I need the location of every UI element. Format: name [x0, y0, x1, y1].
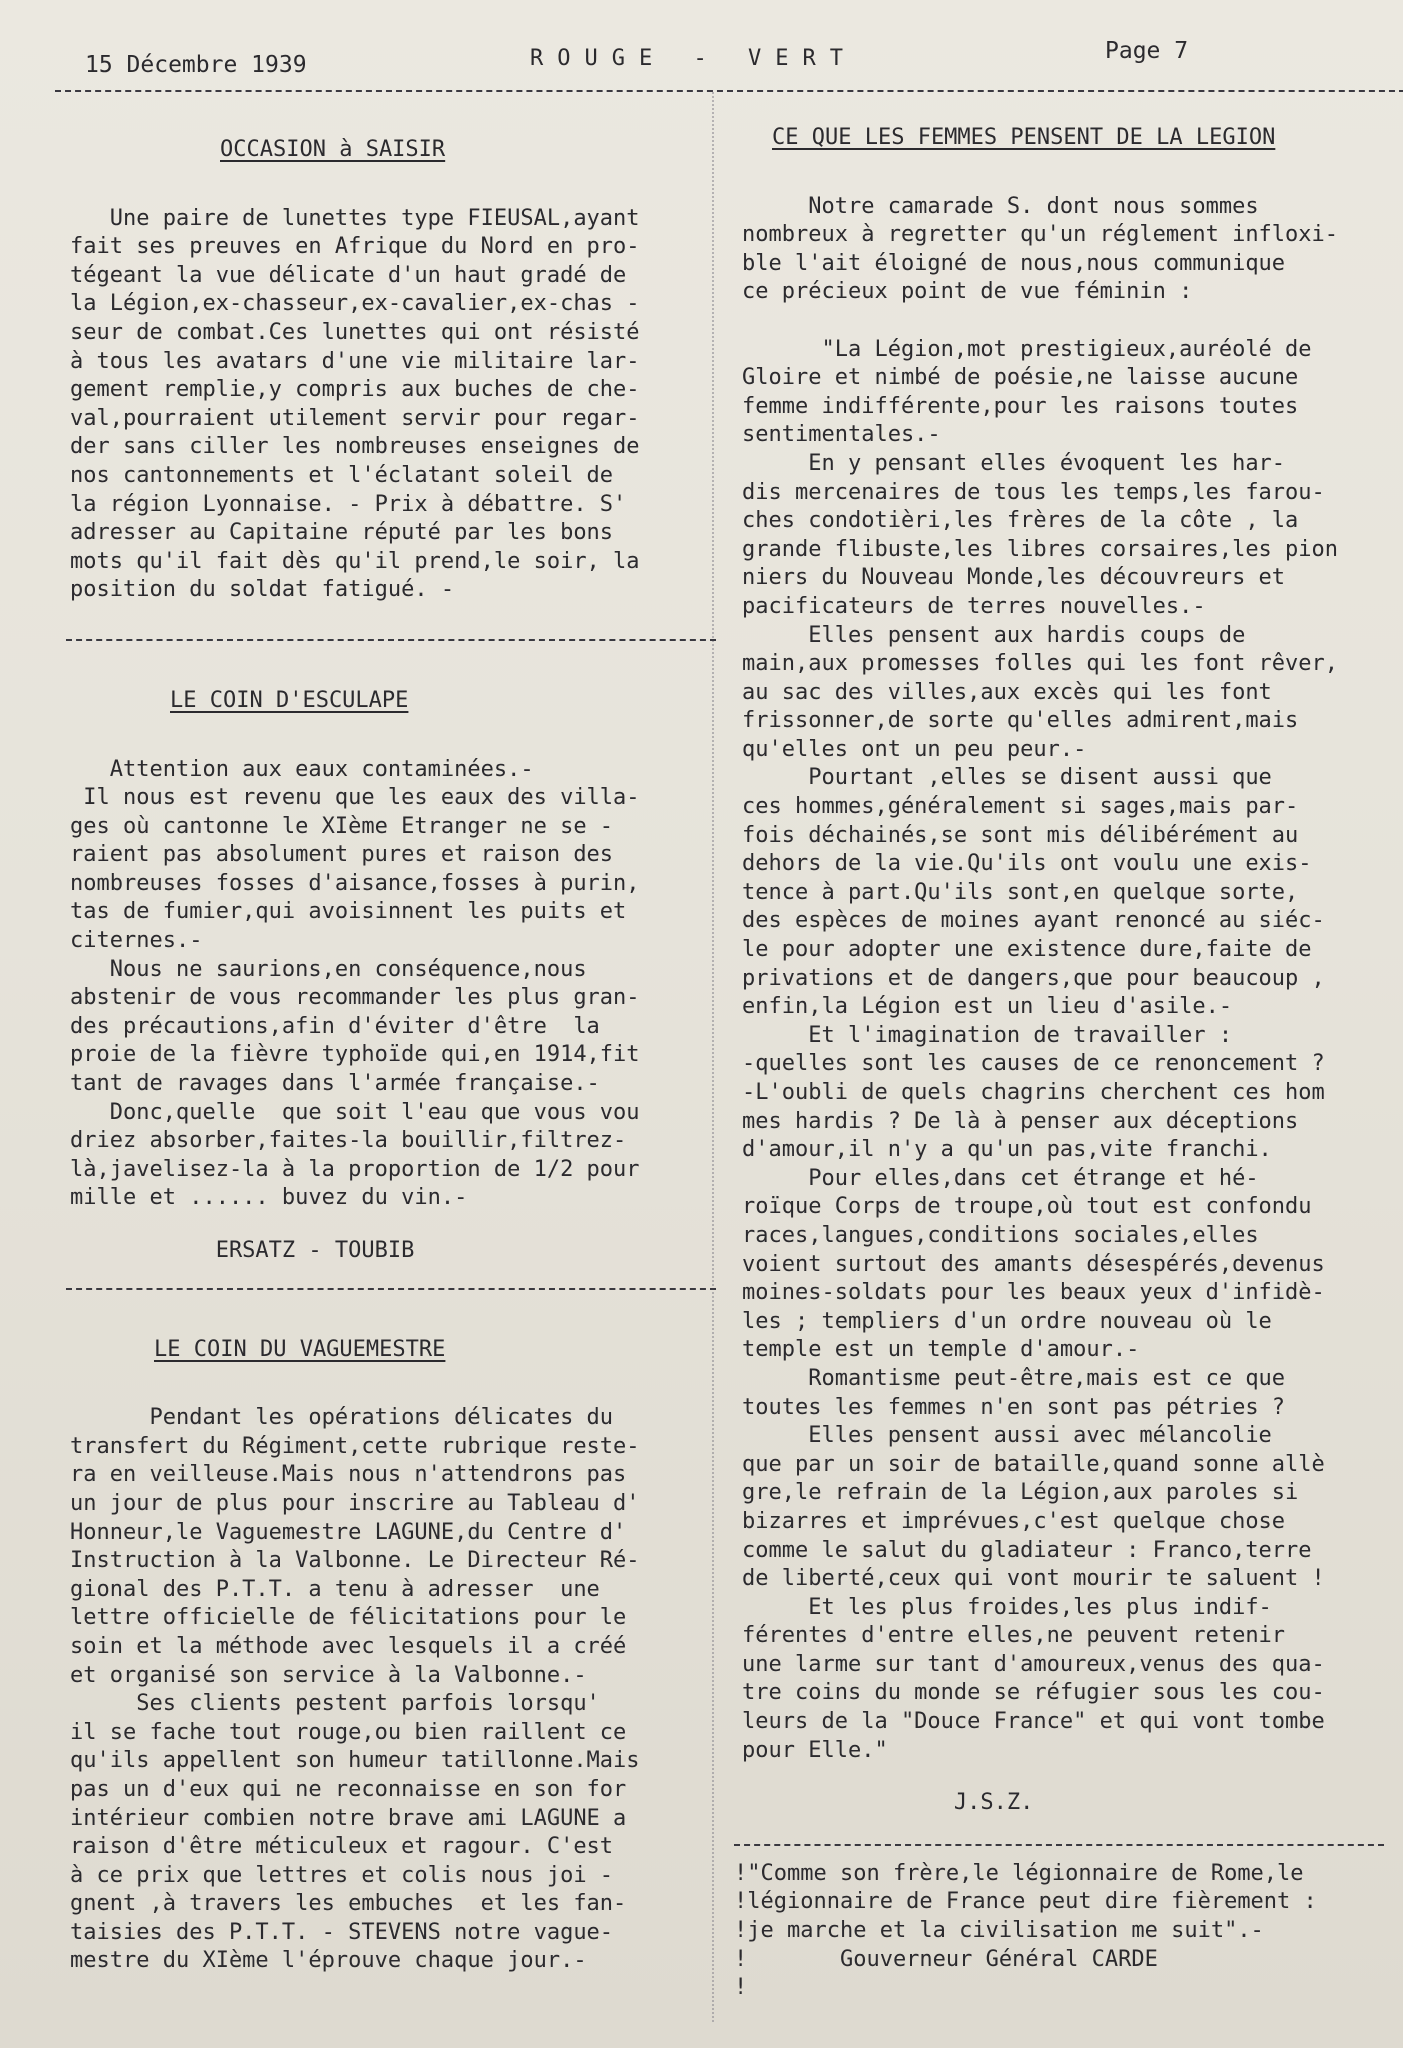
text-line: ra en veilleuse.Mais nous n'attendrons pas [70, 1462, 627, 1488]
text-line: voient surtout des amants désespérés,devenus [742, 1251, 1325, 1277]
text-line: Une paire de lunettes type FIEUSAL,ayant [70, 205, 640, 231]
text-line: Notre camarade S. dont nous sommes [742, 193, 1259, 219]
text-line: ! [734, 1975, 748, 2001]
column-divider [712, 92, 714, 2022]
text-line: à ce prix que lettres et colis nous joi - [70, 1862, 614, 1888]
text-line: moines-soldats pour les beaux yeux d'infidè- [742, 1280, 1325, 1306]
text-line: Instruction à la Valbonne. Le Directeur Ré- [70, 1548, 640, 1574]
text-line: roïque Corps de troupe,où tout est confondu [742, 1194, 1312, 1220]
text-line: pacificateurs de terres nouvelles.- [742, 593, 1206, 619]
article-body [70, 756, 710, 1214]
text-line: Pendant les opérations délicates du [70, 1405, 614, 1431]
left-column [70, 136, 710, 1976]
text-line: mille et ...... buvez du vin.- [70, 1185, 468, 1211]
section-separator [66, 639, 716, 641]
text-line: à tous les avatars d'une vie militaire lar- [70, 348, 640, 374]
text-line: lettre officielle de félicitations pour le [70, 1605, 627, 1631]
text-line: privations et de dangers,que pour beaucoup , [742, 965, 1325, 991]
text-line: Et l'imagination de travailler : [742, 1022, 1233, 1048]
text-line: niers du Nouveau Monde,les découvreurs et [742, 565, 1286, 591]
article-title: LE COIN DU VAGUEMESTRE [154, 1336, 446, 1362]
text-line: Et les plus froides,les plus indif- [742, 1594, 1272, 1620]
text-line: un jour de plus pour inscrire au Tableau d' [70, 1490, 640, 1516]
text-line: pas un d'eux qui ne reconnaisse en son for [70, 1776, 627, 1802]
text-line: enfin,la Légion est un lieu d'asile.- [742, 994, 1233, 1020]
text-line: au sac des villes,aux excès qui les font [742, 679, 1272, 705]
text-line: bizarres et imprévues,c'est quelque chose [742, 1508, 1286, 1534]
text-line: ! Gouverneur Général CARDE [734, 1946, 1158, 1972]
text-line: sentimentales.- [742, 422, 941, 448]
text-line: nombreuses fosses d'aisance,fosses à purin, [70, 870, 640, 896]
text-line: ble l'ait éloigné de nous,nous communique [742, 250, 1286, 276]
text-line: gional des P.T.T. a tenu à adresser une [70, 1576, 600, 1602]
article-body [742, 193, 1398, 1766]
text-line: -L'oubli de quels chagrins cherchent ces hom [742, 1080, 1325, 1105]
text-line: pour Elle." [742, 1737, 888, 1763]
quote-rule-top [734, 1844, 1384, 1846]
text-line: frissonner,de sorte qu'elles admirent,mais [742, 708, 1299, 734]
text-line: En y pensant elles évoquent les har- [742, 450, 1286, 476]
article-occasion [70, 136, 710, 605]
text-line: des précautions,afin d'éviter d'être la [70, 1013, 600, 1039]
text-line: transfert du Régiment,cette rubrique reste- [70, 1433, 640, 1459]
text-line: fois déchainés,se sont mis délibérément au [742, 822, 1299, 848]
text-line: Romantisme peut-être,mais est ce que [742, 1365, 1286, 1391]
text-line: et organisé son service à la Valbonne.- [70, 1662, 587, 1688]
article-signature: J.S.Z. [742, 1790, 1034, 1816]
article-femmes [742, 124, 1398, 1818]
text-line: !"Comme son frère,le légionnaire de Rome,le [734, 1860, 1304, 1886]
text-line: Il nous est revenu que les eaux des villa- [70, 785, 640, 811]
text-line: une larme sur tant d'amoureux,venus des qua- [742, 1651, 1325, 1677]
page-number: Page 7 [1105, 38, 1189, 64]
text-line: Attention aux eaux contaminées.- [70, 756, 534, 782]
text-line: ces hommes,généralement si sages,mais par- [742, 794, 1299, 820]
text-line: nos cantonnements et l'éclatant soleil de [70, 462, 614, 488]
issue-date: 15 Décembre 1939 [85, 52, 307, 78]
text-line: mes hardis ? De là à penser aux déceptions [742, 1108, 1299, 1134]
text-line: tégeant la vue délicate d'un haut gradé de [70, 262, 627, 288]
text-line: d'amour,il n'y a qu'un pas,vite franchi. [742, 1137, 1272, 1163]
text-line: tence à part.Qu'ils sont,en quelque sorte, [742, 879, 1299, 905]
quote-body [734, 1860, 1398, 2003]
text-line: temple est un temple d'amour.- [742, 1337, 1140, 1363]
page-header [0, 28, 1403, 78]
text-line: dehors de la vie.Qu'ils ont voulu une exis- [742, 851, 1312, 877]
text-line: Pourtant ,elles se disent aussi que [742, 765, 1272, 791]
text-line: Elles pensent aussi avec mélancolie [742, 1423, 1272, 1449]
text-line: position du soldat fatigué. - [70, 577, 455, 603]
text-line: tas de fumier,qui avoisinnent les puits et [70, 899, 627, 925]
text-line: citernes.- [70, 928, 203, 954]
text-line: férentes d'entre elles,ne peuvent retenir [742, 1623, 1286, 1649]
text-line: grande flibuste,les libres corsaires,les pion [742, 536, 1339, 562]
text-line: raison d'être méticuleux et ragour. C'est [70, 1834, 614, 1860]
article-title: OCCASION à SAISIR [220, 137, 446, 162]
text-line: Ses clients pestent parfois lorsqu' [70, 1691, 600, 1717]
text-line: toutes les femmes n'en sont pas pétries ? [742, 1394, 1286, 1420]
text-line: la région Lyonnaise. - Prix à débattre. S' [70, 491, 627, 517]
text-line: nombreux à regretter qu'un réglement infloxi- [742, 222, 1339, 248]
article-signature: ERSATZ - TOUBIB [70, 1238, 415, 1263]
text-line: driez absorber,faites-la bouillir,filtrez- [70, 1128, 627, 1154]
text-line: Nous ne saurions,en conséquence,nous [70, 956, 587, 982]
text-line: le pour adopter une existence dure,faite de [742, 937, 1312, 963]
text-line: Elles pensent aux hardis coups de [742, 622, 1246, 648]
text-line: Pour elles,dans cet étrange et hé- [742, 1165, 1259, 1191]
text-line: ges où cantonne le XIème Etranger ne se - [70, 813, 614, 839]
text-line: que par un soir de bataille,quand sonne allè [742, 1451, 1325, 1477]
text-line: il se fache tout rouge,ou bien raillent ce [70, 1719, 627, 1745]
article-title: CE QUE LES FEMMES PENSENT DE LA LEGION [772, 125, 1276, 150]
text-line: !légionnaire de France peut dire fièrement : [734, 1889, 1317, 1915]
text-line: ches condotièri,les frères de la côte , la [742, 508, 1299, 534]
text-line: Donc,quelle que soit l'eau que vous vou [70, 1099, 640, 1125]
header-rule [55, 90, 1403, 92]
text-line: tre coins du monde se réfugier sous les cou- [742, 1680, 1325, 1706]
right-column [734, 124, 1398, 2003]
article-title: LE COIN D'ESCULAPE [170, 687, 409, 713]
text-line: comme le salut du gladiateur : Franco,terre [742, 1537, 1312, 1563]
text-line: les ; templiers d'un ordre nouveau où le [742, 1308, 1272, 1334]
article-body [70, 205, 710, 605]
text-line: tant de ravages dans l'armée française.- [70, 1071, 600, 1097]
text-line: mots qu'il fait dès qu'il prend,le soir, la [70, 548, 640, 574]
text-line: adresser au Capitaine réputé par les bons [70, 520, 614, 546]
text-line: Gloire et nimbé de poésie,ne laisse aucune [742, 365, 1299, 391]
section-separator [66, 1288, 716, 1290]
text-line: qu'elles ont un peu peur.- [742, 736, 1087, 762]
text-line: la Légion,ex-chasseur,ex-cavalier,ex-chas - [70, 291, 640, 317]
text-line: leurs de la "Douce France" et qui vont tombe [742, 1709, 1325, 1735]
text-line: taisies des P.T.T. - STEVENS notre vague- [70, 1919, 614, 1945]
text-line: fait ses preuves en Afrique du Nord en pro- [70, 234, 640, 260]
newspaper-title: ROUGE - VERT [530, 46, 857, 71]
text-line: qu'ils appellent son humeur tatillonne.Mais [70, 1748, 640, 1774]
text-line [742, 307, 1398, 336]
text-line: abstenir de vous recommander les plus gran- [70, 985, 640, 1011]
text-line: gre,le refrain de la Légion,aux paroles si [742, 1480, 1299, 1506]
text-line: seur de combat.Ces lunettes qui ont résisté [70, 319, 640, 345]
text-line: intérieur combien notre brave ami LAGUNE a [70, 1805, 627, 1831]
text-line: proie de la fièvre typhoïde qui,en 1914,fit [70, 1042, 640, 1068]
text-line: raient pas absolument pures et raison des [70, 842, 614, 868]
article-esculape [70, 687, 710, 1266]
text-line: -quelles sont les causes de ce renoncement ? [742, 1051, 1325, 1077]
text-line: !je marche et la civilisation me suit".- [734, 1918, 1264, 1944]
text-line: là,javelisez-la à la proportion de 1/2 pour [70, 1156, 640, 1182]
text-line: mestre du XIème l'éprouve chaque jour.- [70, 1948, 587, 1974]
text-line: "La Légion,mot prestigieux,auréolé de [742, 336, 1312, 362]
text-line: main,aux promesses folles qui les font rêver, [742, 651, 1339, 677]
text-line: gnent ,à travers les embuches et les fan- [70, 1891, 627, 1917]
article-vaguemestre [70, 1336, 710, 1976]
text-line: der sans ciller les nombreuses enseignes de [70, 434, 640, 460]
text-line: soin et la méthode avec lesquels il a créé [70, 1633, 627, 1659]
text-line: Honneur,le Vaguemestre LAGUNE,du Centre d' [70, 1519, 627, 1545]
quote-box [734, 1844, 1398, 2003]
text-line: dis mercenaires de tous les temps,les farou- [742, 479, 1325, 505]
text-line: val,pourraient utilement servir pour regar- [70, 405, 640, 431]
text-line: races,langues,conditions sociales,elles [742, 1222, 1259, 1248]
text-line: de liberté,ceux qui vont mourir te saluent ! [742, 1566, 1325, 1592]
article-body [70, 1404, 710, 1976]
text-line: des espèces de moines ayant renoncé au siéc- [742, 908, 1325, 934]
text-line: ce précieux point de vue féminin : [742, 279, 1193, 305]
text-line: femme indifférente,pour les raisons toutes [742, 393, 1299, 419]
text-line: gement remplie,y compris aux buches de che- [70, 377, 640, 403]
